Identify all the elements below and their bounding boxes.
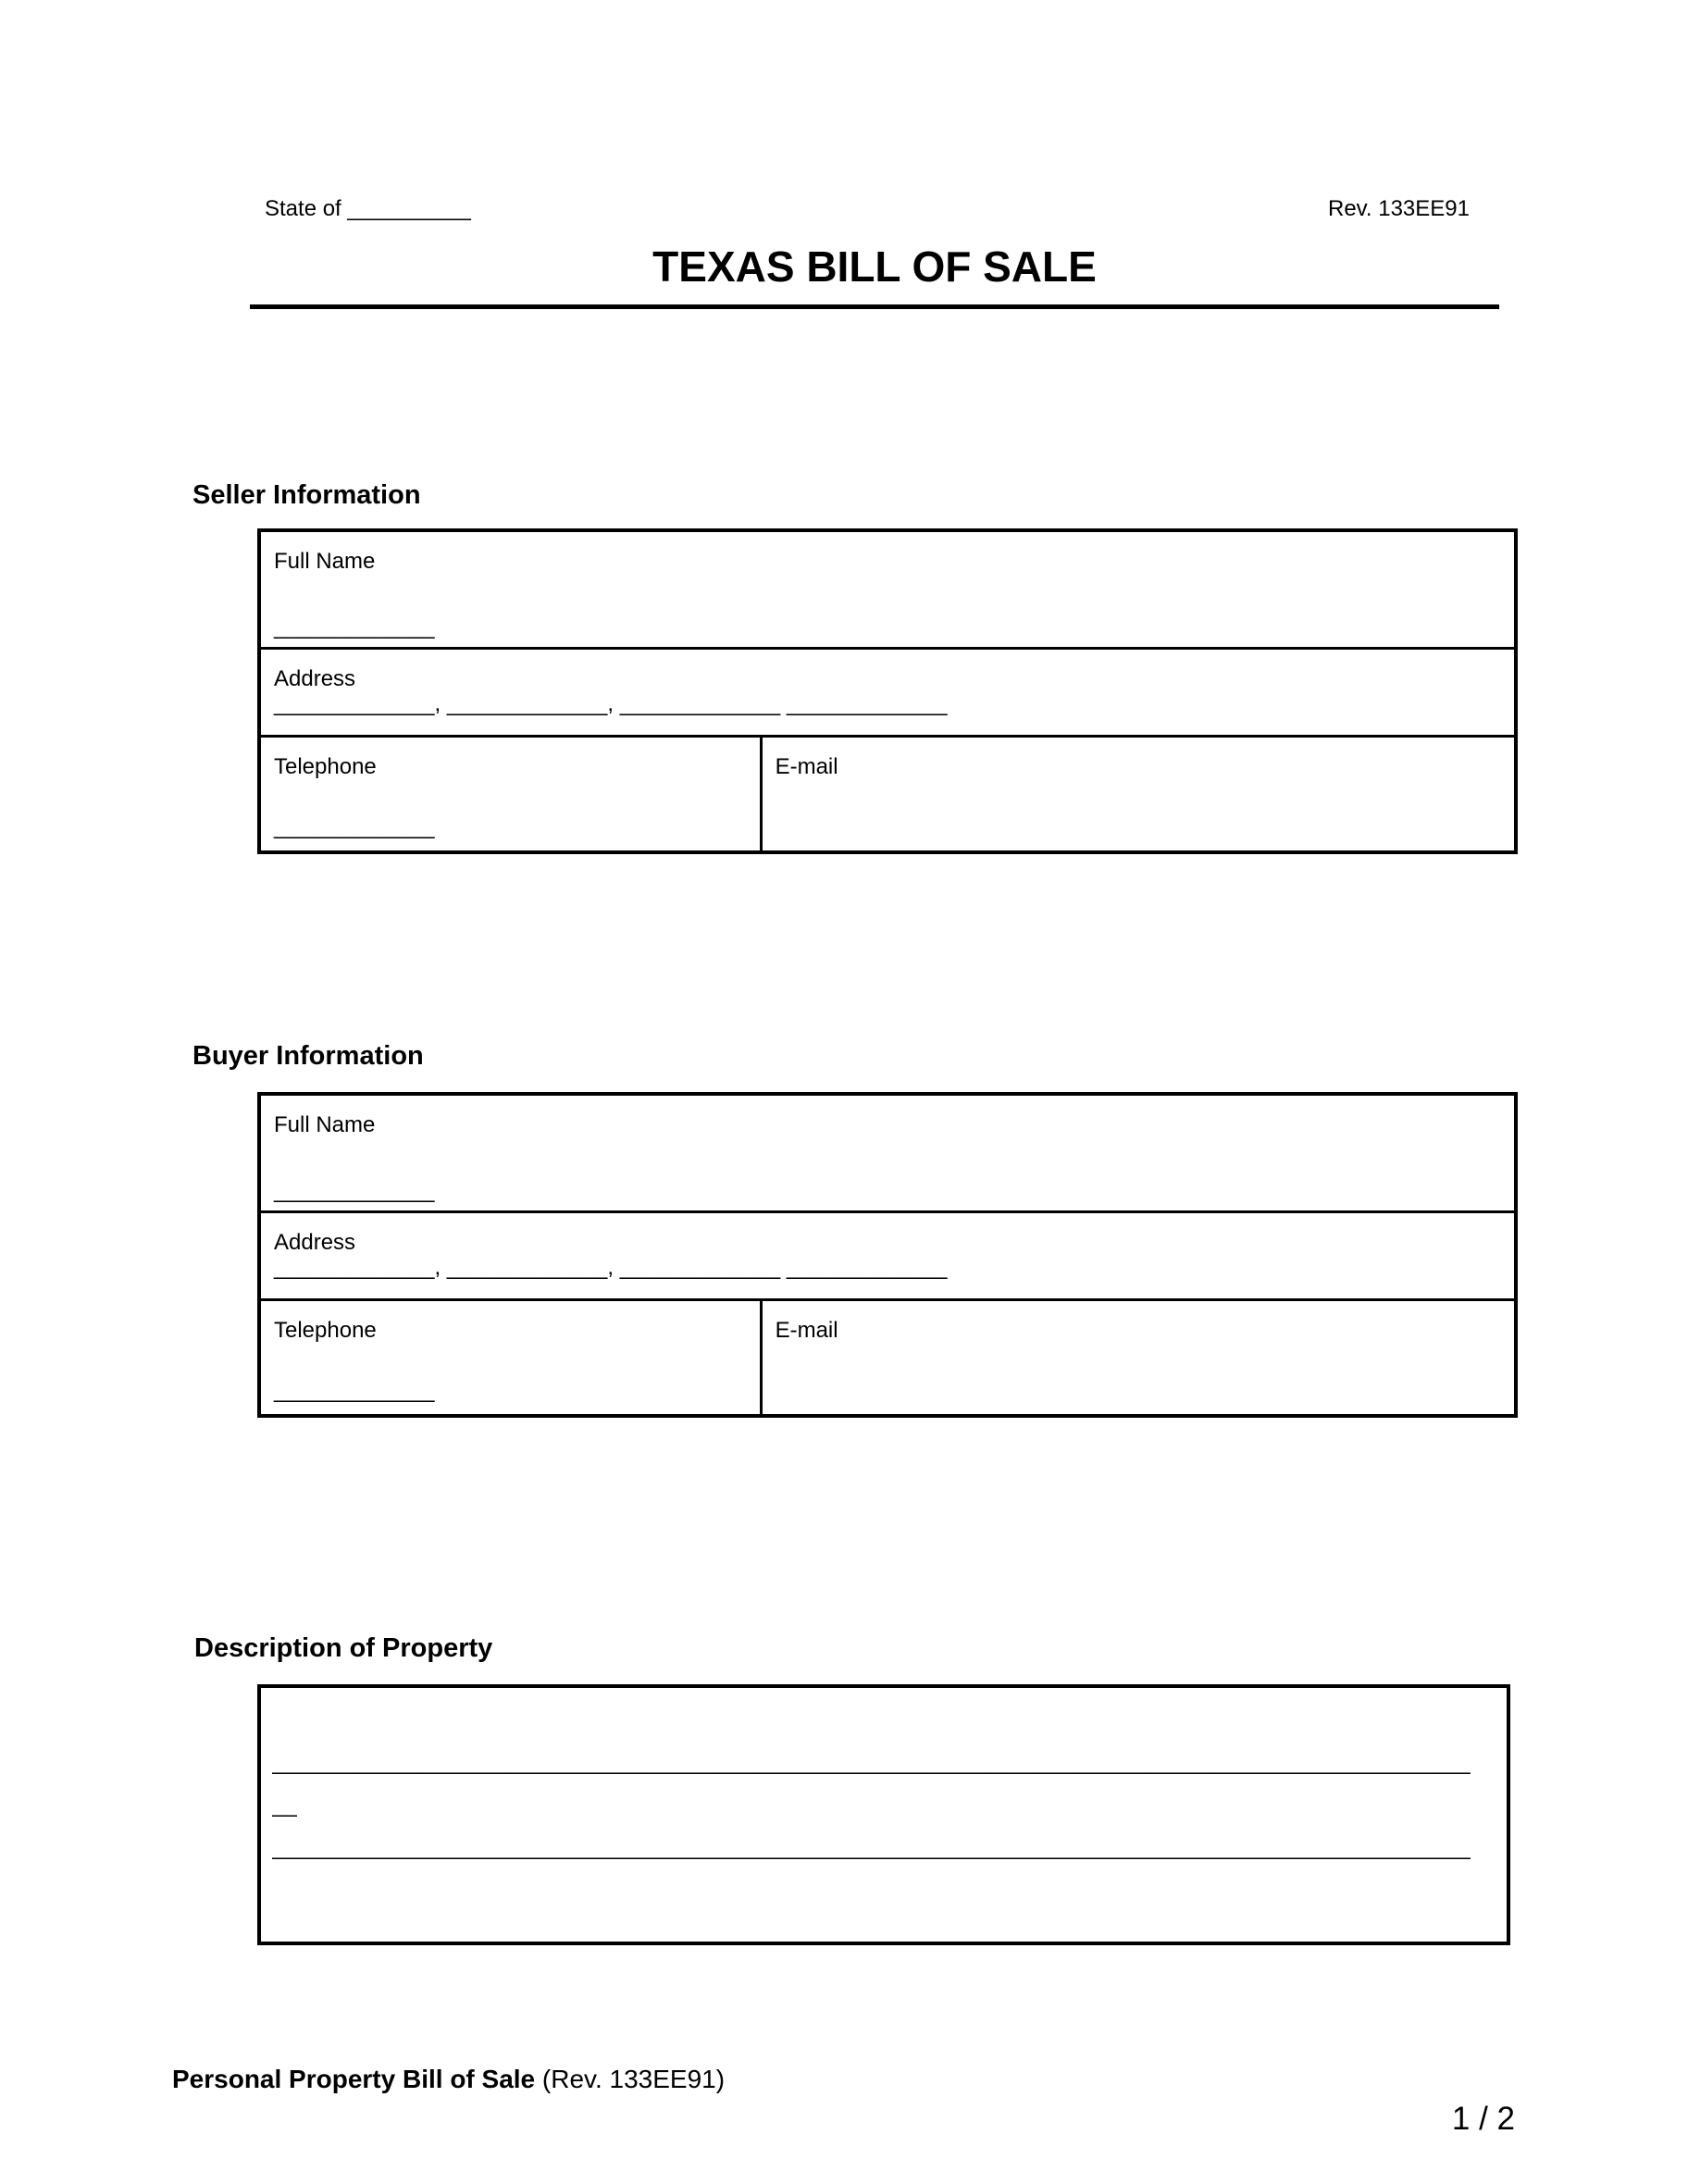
revision-code: Rev. 133EE91: [1328, 196, 1470, 221]
state-of-blank-field[interactable]: __________: [347, 196, 471, 221]
seller-telephone-blank-field[interactable]: _____________: [274, 813, 435, 839]
seller-info-table: [257, 528, 1518, 854]
description-section-heading: Description of Property: [194, 1633, 493, 1663]
title-divider-rule: [250, 304, 1499, 309]
buyer-contact-row: [261, 1298, 1514, 1414]
seller-telephone-label: Telephone: [274, 754, 377, 779]
seller-contact-row: [261, 735, 1514, 850]
description-blank-line-3[interactable]: _________________________________________________________________________________________________: [272, 1835, 1471, 1860]
seller-full-name-row: [261, 532, 1514, 647]
buyer-full-name-cell: [261, 1096, 1514, 1210]
seller-email-label: E-mail: [775, 754, 838, 779]
seller-address-cell: [261, 650, 1514, 735]
footer-doc-title: Personal Property Bill of Sale: [172, 2065, 536, 2093]
seller-section-heading: Seller Information: [192, 480, 421, 510]
state-of-line: [265, 196, 471, 223]
description-blank-line-2[interactable]: __: [272, 1793, 297, 1818]
footer-doc-revision: (Rev. 133EE91): [535, 2065, 726, 2093]
seller-email-cell: [763, 738, 1514, 850]
buyer-full-name-label: Full Name: [274, 1112, 376, 1137]
buyer-full-name-row: [261, 1096, 1514, 1210]
buyer-address-blank-fields[interactable]: _____________, _____________, _____________ _____________: [274, 1254, 948, 1280]
description-of-property-box: [257, 1684, 1510, 1945]
footer-document-name: [172, 2065, 725, 2094]
seller-address-row: [261, 647, 1514, 735]
seller-telephone-cell: [261, 738, 763, 850]
seller-address-blank-fields[interactable]: _____________, _____________, _____________ _____________: [274, 690, 948, 716]
buyer-telephone-blank-field[interactable]: _____________: [274, 1377, 435, 1403]
document-title: TEXAS BILL OF SALE: [652, 242, 1097, 291]
buyer-email-label: E-mail: [775, 1318, 838, 1343]
buyer-address-cell: [261, 1213, 1514, 1298]
buyer-full-name-blank-field[interactable]: _____________: [274, 1177, 435, 1203]
seller-full-name-cell: [261, 532, 1514, 647]
page-number: 1 / 2: [1451, 2101, 1515, 2137]
seller-address-label: Address: [274, 666, 356, 691]
buyer-address-row: [261, 1210, 1514, 1298]
buyer-address-label: Address: [274, 1230, 356, 1255]
description-blank-line-1[interactable]: _________________________________________________________________________________________________: [272, 1750, 1471, 1775]
buyer-info-table: [257, 1092, 1518, 1418]
buyer-telephone-label: Telephone: [274, 1318, 377, 1343]
buyer-email-cell: [763, 1301, 1514, 1414]
state-of-label: State of: [265, 196, 341, 221]
buyer-telephone-cell: [261, 1301, 763, 1414]
seller-full-name-label: Full Name: [274, 549, 376, 574]
seller-full-name-blank-field[interactable]: _____________: [274, 614, 435, 639]
buyer-section-heading: Buyer Information: [192, 1041, 424, 1071]
